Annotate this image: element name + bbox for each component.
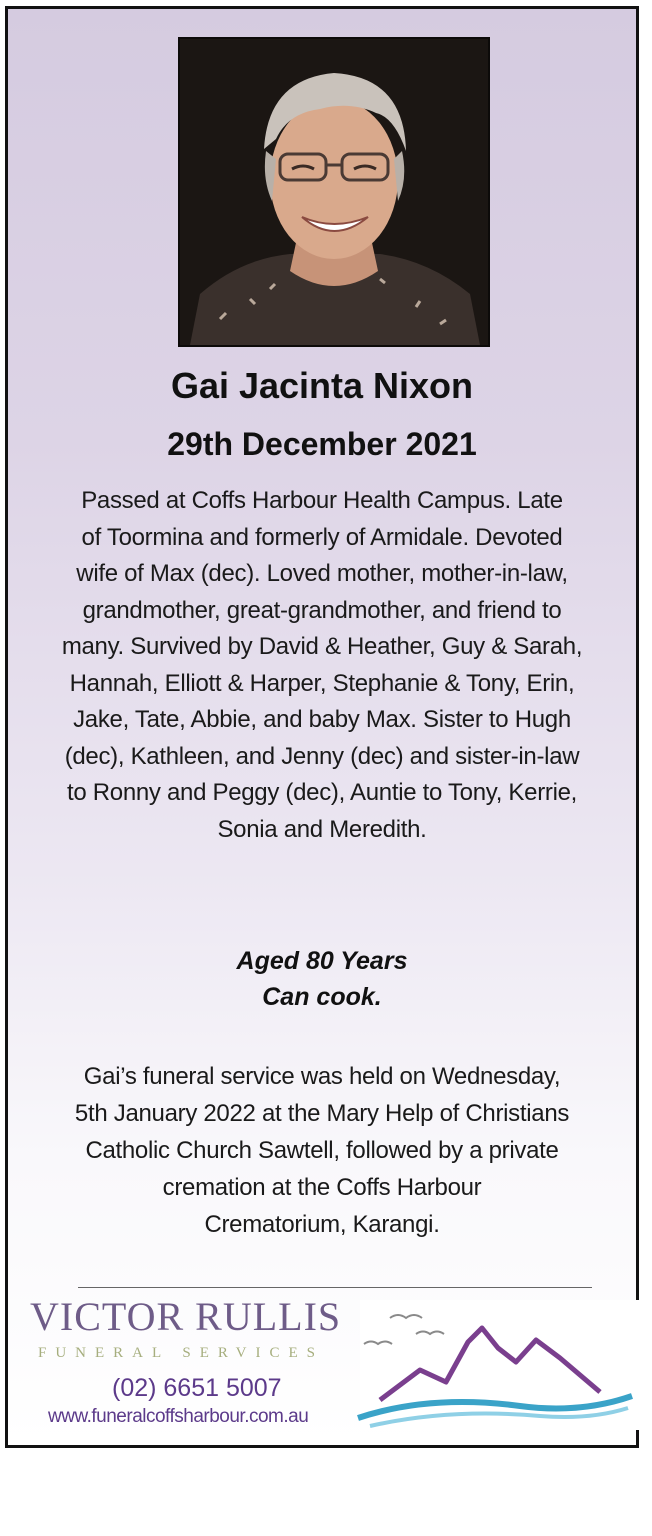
biography-text [20,483,624,848]
bio-line: of Toormina and formerly of Armidale. Devoted [81,523,563,551]
bio-line: (dec), Kathleen, and Jenny (dec) and sister-in-law [64,742,580,770]
bio-line: Hannah, Elliott & Harper, Stephanie & Tony, Erin, [69,669,575,697]
obituary-notice [5,6,639,1448]
divider [78,1287,592,1288]
portrait-image [180,39,488,345]
bio-line: Sonia and Meredith. [217,815,427,843]
funeral-line: Gai’s funeral service was held on Wednesday, [83,1063,561,1090]
funeral-home-name: VICTOR RULLIS [30,1294,342,1339]
funeral-line: Crematorium, Karangi. [204,1211,440,1238]
funeral-details [28,1058,616,1243]
bio-line: Passed at Coffs Harbour Health Campus. Late [81,487,563,514]
bio-line: Jake, Tate, Abbie, and baby Max. Sister to Hugh [73,706,571,733]
portrait-photo [178,37,490,347]
deceased-name: Gai Jacinta Nixon [170,365,474,406]
bio-line: to Ronny and Peggy (dec), Auntie to Tony, Kerrie, [66,779,578,806]
age-block [8,943,636,1015]
funeral-line: cremation at the Coffs Harbour [162,1174,482,1201]
funeral-home-phone: (02) 6651 5007 [112,1374,282,1402]
mountain-logo-icon [350,1300,640,1430]
bio-line: grandmother, great-grandmother, and friend to [82,596,562,624]
age-text: Aged 80 Years [236,947,408,975]
bio-line: many. Survived by David & Heather, Guy & Sarah, [61,633,583,660]
bio-line: wife of Max (dec). Loved mother, mother-in-law, [76,560,568,587]
funeral-home-subtitle: FUNERAL SERVICES [38,1345,325,1361]
funeral-line: Catholic Church Sawtell, followed by a private [85,1137,559,1164]
note-text: Can cook. [262,983,382,1011]
date-of-death: 29th December 2021 [167,426,477,462]
funeral-line: 5th January 2022 at the Mary Help of Christians [74,1100,570,1127]
funeral-home-website: www.funeralcoffsharbour.com.au [48,1406,309,1427]
